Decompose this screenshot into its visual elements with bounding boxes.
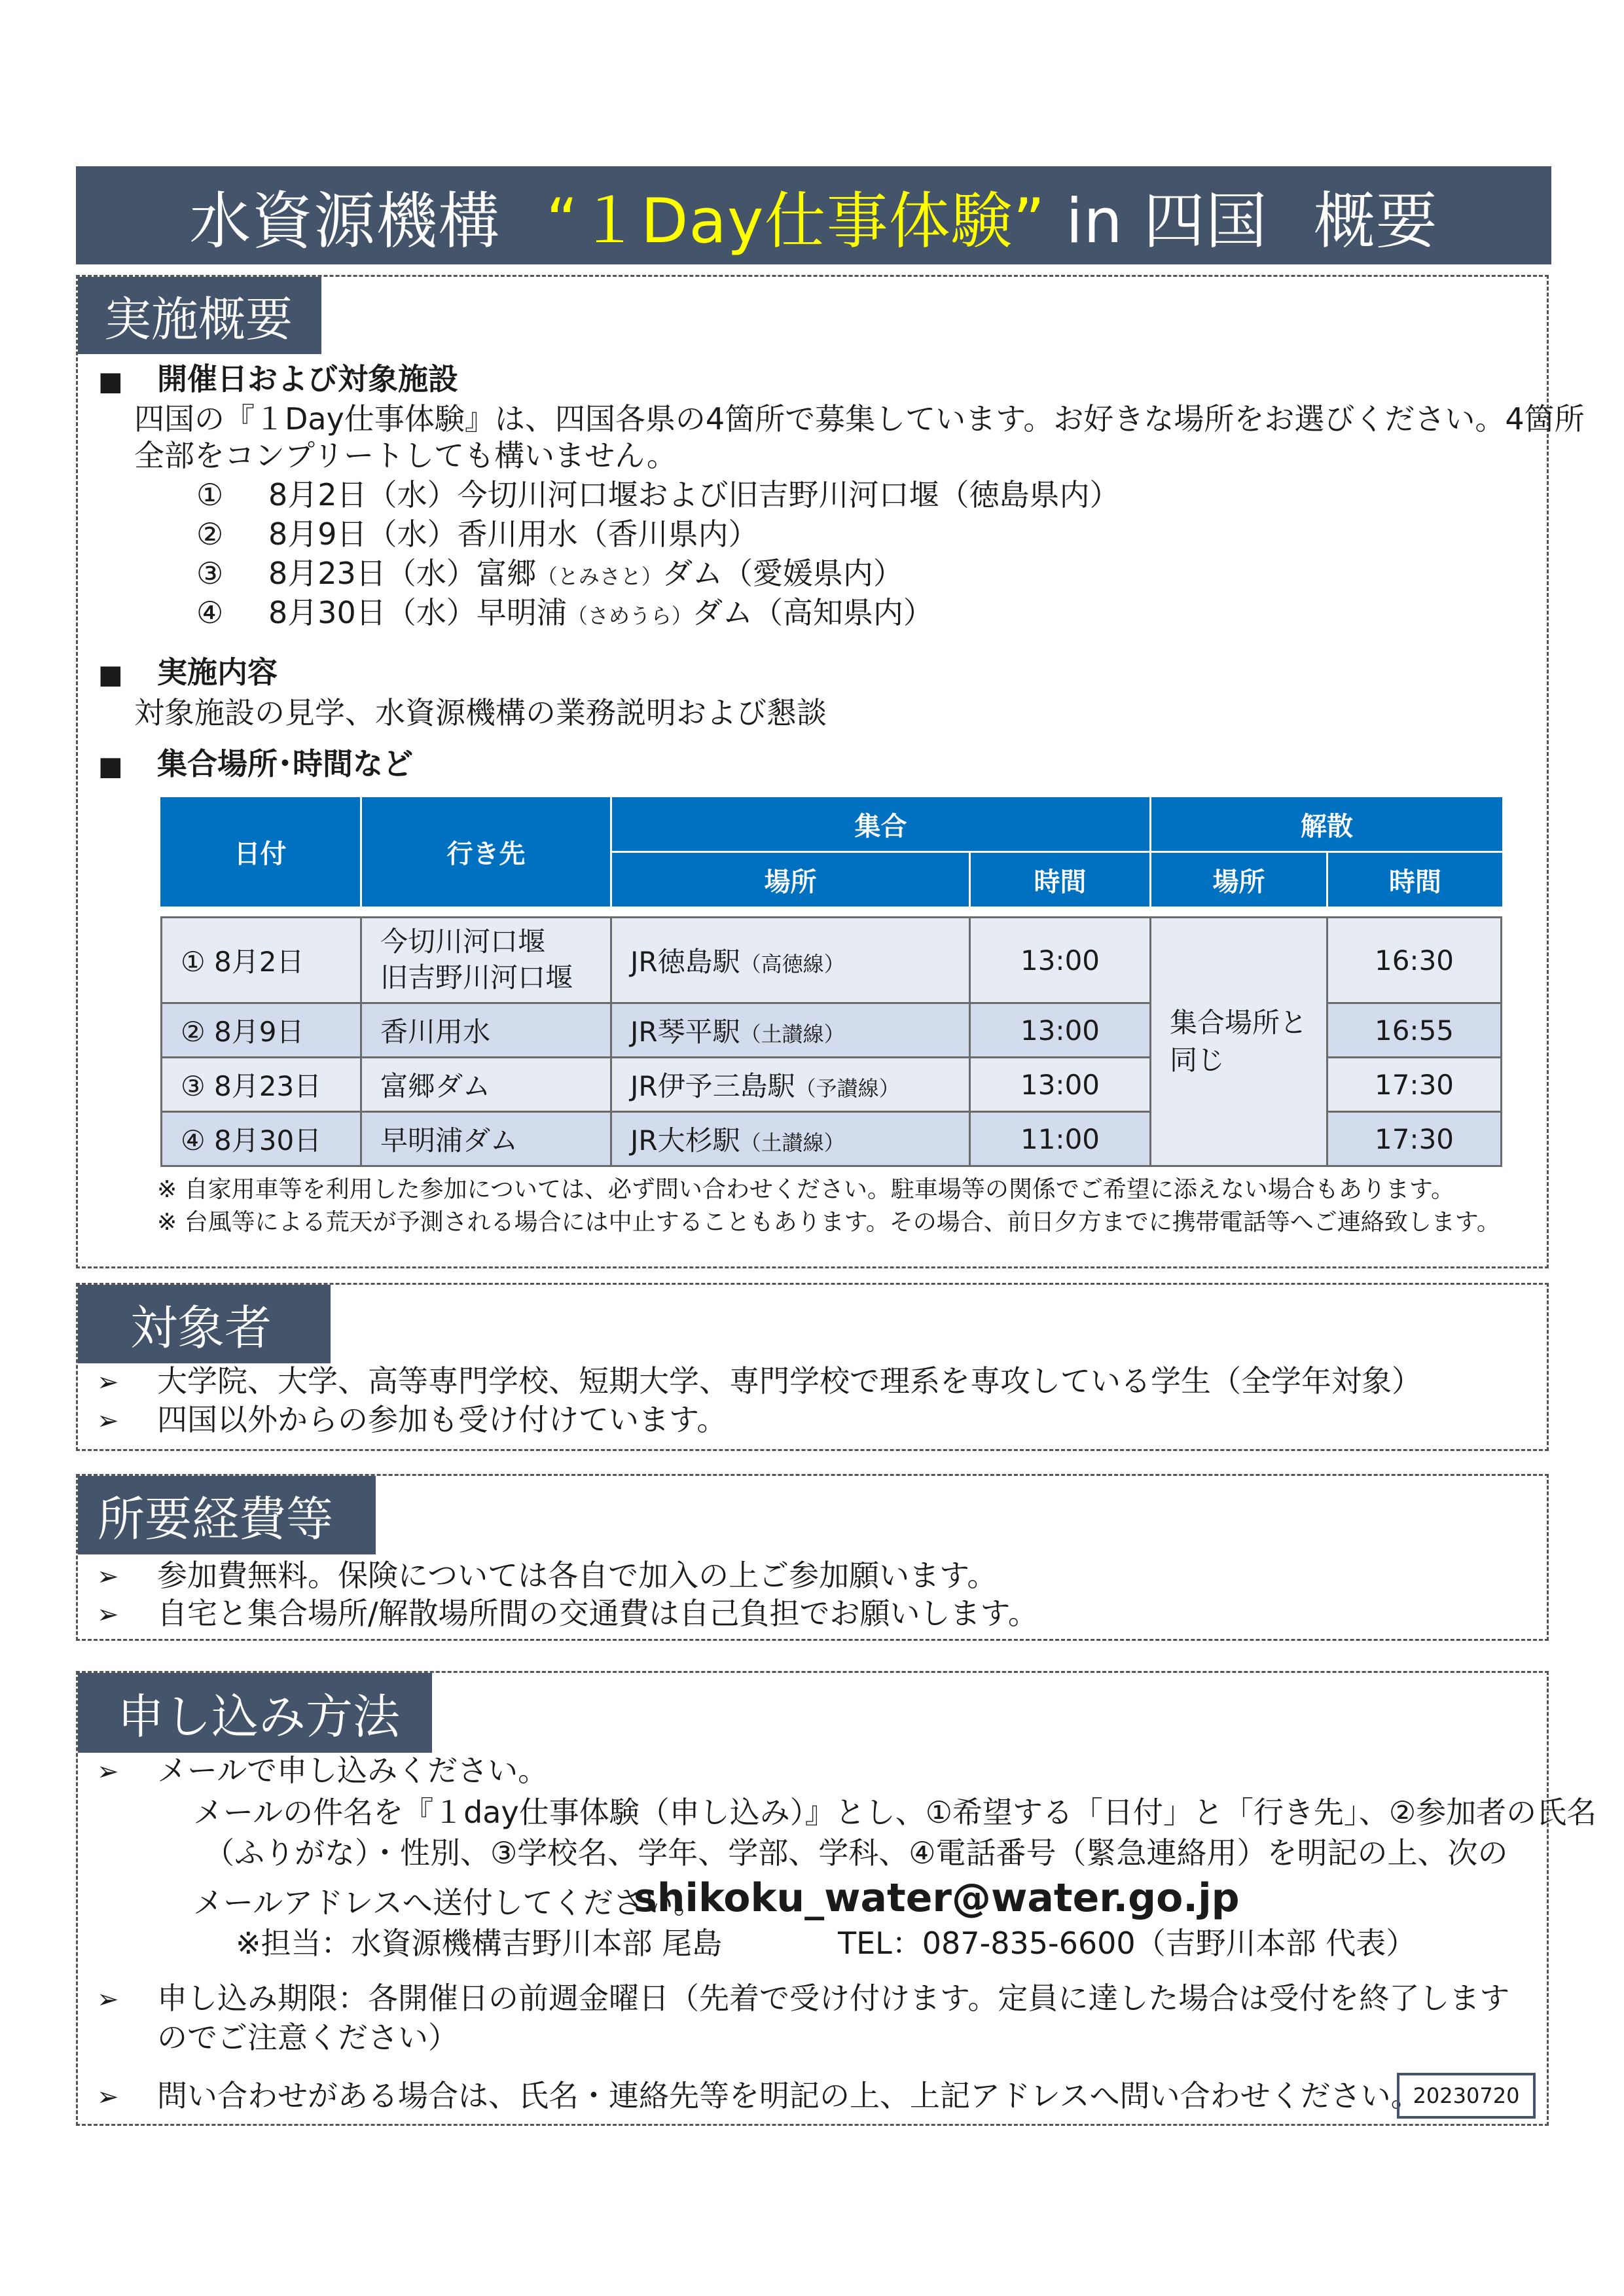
table-header-time2: 時間 [1328,853,1502,908]
arrow-bullet-icon: ➢ [97,1406,119,1436]
email-address[interactable]: shikoku_water@water.go.jp [634,1875,1240,1921]
arrow-bullet-icon: ➢ [97,1984,119,2015]
arrow-bullet-icon: ➢ [97,1600,119,1630]
list-item-num: ③ [196,556,224,591]
cell-end-time: 17:30 [1328,1113,1502,1167]
paragraph-line: 四国の『１Day仕事体験』は、四国各県の4箇所で募集しています。お好きな場所をお選びください。4箇所 [134,401,1585,437]
list-item-num: ② [196,516,224,552]
arrow-bullet-icon: ➢ [97,1367,119,1397]
cell-end-time: 16:30 [1328,916,1502,1004]
cell-dest: 早明浦ダム [362,1113,612,1167]
section-tab-target: 対象者 [78,1285,331,1363]
table-header-place: 場所 [612,853,971,908]
cell-dest: 香川用水 [362,1004,612,1058]
schedule-table [160,797,1502,1167]
title-highlight: “１Day仕事体験” [546,185,1046,257]
cell-end-time: 17:30 [1328,1058,1502,1113]
section-tab-overview: 実施概要 [78,277,321,354]
apply-line: メールの件名を『１day仕事体験（申し込み）』とし、①希望する「日付」と「行き先」、②参加者の氏名 [193,1795,1597,1830]
paragraph-content: 対象施設の見学、水資源機構の業務説明および懇談 [134,695,827,730]
cost-line: 自宅と集合場所/解散場所間の交通費は自己負担でお願いします。 [157,1596,1038,1631]
cell-meet-time: 11:00 [971,1113,1151,1167]
table-header-dest: 行き先 [362,797,612,908]
table-header-time: 時間 [971,853,1151,908]
list-item: 8月9日（水）香川用水（香川県内） [268,516,759,552]
cell-date: ① 8月2日 [160,916,362,1004]
cell-meet-time: 13:00 [971,1004,1151,1058]
table-header-date: 日付 [160,797,362,908]
date-stamp: 20230720 [1397,2073,1536,2119]
list-item: 8月2日（水）今切川河口堰および旧吉野川河口堰（徳島県内） [268,477,1120,512]
cell-dismiss-place: 集合場所と 同じ [1151,916,1328,1167]
table-header-place2: 場所 [1151,853,1328,908]
paragraph-line: 全部をコンプリートしても構いません。 [134,438,677,473]
cell-station: JR大杉駅（土讃線） [612,1113,971,1167]
list-item: 8月30日（水）早明浦（さめうら）ダム（高知県内） [268,595,933,630]
cell-end-time: 16:55 [1328,1004,1502,1058]
heading-meeting: 集合場所･時間など [157,746,413,781]
contact-tel: TEL：087-835-6600（吉野川本部 代表） [838,1926,1416,1961]
square-bullet-icon: ■ [98,367,123,397]
table-header-meet: 集合 [612,797,1151,853]
cell-station: JR琴平駅（土讃線） [612,1004,971,1058]
contact-person: ※担当：水資源機構吉野川本部 尾島 [236,1926,723,1961]
cell-date: ③ 8月23日 [160,1058,362,1113]
apply-line: メールアドレスへ送付してください。 [193,1885,704,1920]
note-car: ※ 自家用車等を利用した参加については、必ず問い合わせください。駐車場等の関係でご希望に添えない場合もあります。 [157,1176,1455,1203]
heading-dates: 開催日および対象施設 [157,361,458,397]
cell-station: JR徳島駅（高徳線） [612,916,971,1004]
heading-content: 実施内容 [157,655,278,690]
list-item: 8月23日（水）富郷（とみさと）ダム（愛媛県内） [268,556,903,591]
section-tab-cost: 所要経費等 [78,1476,376,1554]
cost-line: 参加費無料。保険については各自で加入の上ご参加願います。 [157,1558,998,1593]
arrow-bullet-icon: ➢ [97,1757,119,1787]
note-weather: ※ 台風等による荒天が予測される場合には中止することもあります。その場合、前日夕方までに携帯電話等へご連絡致します。 [157,1209,1500,1236]
apply-line: 問い合わせがある場合は、氏名・連絡先等を明記の上、上記アドレスへ問い合わせください。 [157,2078,1421,2113]
table-row [160,916,1502,1004]
cell-date: ④ 8月30日 [160,1113,362,1167]
list-item-num: ① [196,477,224,512]
table-header-dismiss: 解散 [1151,797,1502,853]
apply-line: メールで申し込みください。 [157,1753,549,1788]
title-pre: 水資源機構 [189,185,501,257]
cell-dest: 今切川河口堰 旧吉野川河口堰 [362,916,612,1004]
apply-line: （ふりがな）・性別、③学校名、学年、学部、学科、④電話番号（緊急連絡用）を明記の上、次の [204,1835,1508,1871]
page-title [76,166,1551,264]
arrow-bullet-icon: ➢ [97,1562,119,1592]
apply-line: のでご注意ください） [157,2020,458,2055]
target-line: 大学院、大学、高等専門学校、短期大学、専門学校で理系を専攻している学生（全学年対象） [157,1363,1422,1399]
list-item-num: ④ [196,595,224,630]
target-line: 四国以外からの参加も受け付けています。 [157,1402,727,1437]
square-bullet-icon: ■ [98,660,123,690]
cell-station: JR伊予三島駅（予讃線） [612,1058,971,1113]
cell-meet-time: 13:00 [971,1058,1151,1113]
square-bullet-icon: ■ [98,751,123,781]
cell-meet-time: 13:00 [971,916,1151,1004]
apply-line: 申し込み期限：各開催日の前週金曜日（先着で受け付けます。定員に達した場合は受付を終了します [157,1981,1510,2016]
cell-dest: 富郷ダム [362,1058,612,1113]
title-post: 概要 [1313,185,1438,257]
cell-date: ② 8月9日 [160,1004,362,1058]
section-tab-apply: 申し込み方法 [78,1673,432,1753]
title-mid: in 四国 [1066,185,1268,257]
arrow-bullet-icon: ➢ [97,2082,119,2112]
